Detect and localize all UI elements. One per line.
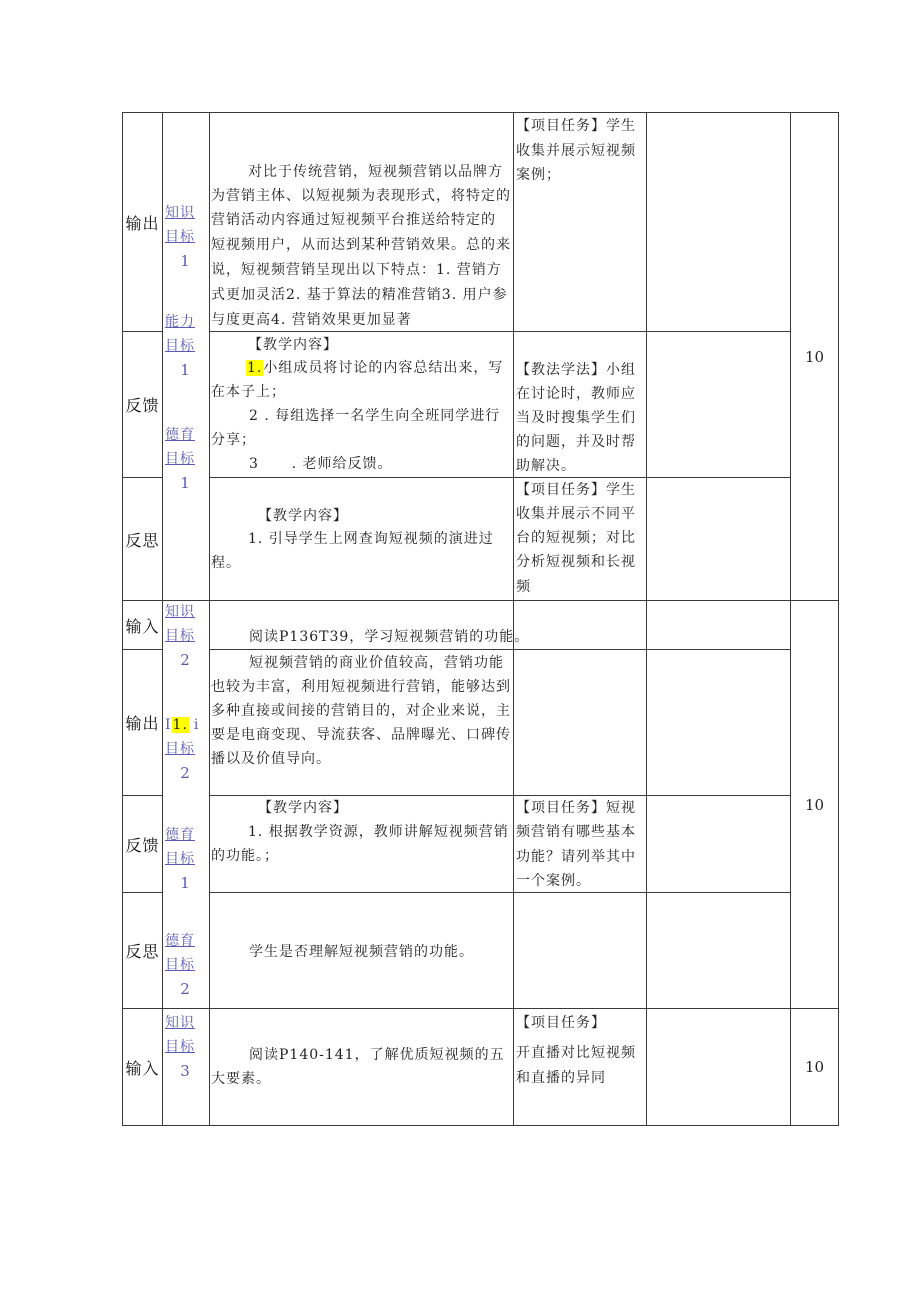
content-line: 要是电商变现、导流获客、品牌曝光、口碑传 (211, 727, 511, 743)
task-line: 案例； (516, 167, 561, 183)
content-line: 式更加灵活2. 基于算法的精准营销3. 用户参 (211, 287, 508, 303)
stage-cell (122, 477, 163, 601)
goal-label: 目标 (165, 451, 195, 467)
goal-number: 2 (180, 764, 191, 782)
goal-label: 目标 (165, 338, 195, 354)
content-line: 说，短视频营销呈现出以下特点：1. 营销方 (211, 262, 502, 278)
stage-label: 输入 (125, 616, 160, 636)
stage-label: 输入 (125, 1058, 160, 1078)
task-line: 助解决。 (516, 458, 576, 474)
content-line: 1. 引导学生上网查询短视频的演进过 (248, 531, 494, 547)
content-line: 学生是否理解短视频营销的功能。 (249, 944, 474, 960)
content-line: 也较为丰富，利用短视频进行营销，能够达到 (211, 679, 511, 695)
goal-number: 2 (180, 980, 191, 998)
task-line: 【项目任务】学生 (516, 482, 636, 498)
stage-cell (122, 892, 163, 1009)
goal-label: 目标 (165, 851, 195, 867)
task-line: 收集并展示不同平 (516, 506, 636, 522)
content-line: 的功能。； (211, 848, 279, 864)
goal-label: 目标 (165, 741, 195, 757)
task-line: 台的短视频；对比 (516, 530, 636, 546)
task-line: 【项目任务】学生 (516, 118, 636, 134)
task-cell (513, 649, 647, 796)
content-line: 短视频营销的商业价值较高，营销功能 (249, 655, 504, 671)
goal-label: 目标 (165, 229, 195, 245)
content-line: 短视频用户，从而达到某种营销效果。总的来 (211, 237, 511, 253)
goal-number: 1 (180, 474, 191, 492)
goal-label: 知识 (165, 604, 195, 620)
content-line: 营销活动内容通过短视频平台推送给特定的 (211, 212, 496, 228)
content-line: 1. 根据教学资源，教师讲解短视频营销 (248, 824, 509, 840)
content-text: 小组成员将讨论的内容总结出来，写 (263, 360, 504, 376)
stage-label: 反思 (125, 530, 160, 550)
task-line: 频 (516, 579, 531, 595)
blank-cell (646, 649, 791, 796)
hours-cell (790, 112, 839, 601)
goal-label: 目标 (165, 957, 195, 973)
stage-label: 输出 (125, 714, 160, 733)
content-line: 分享； (211, 432, 256, 448)
content-line (246, 356, 503, 380)
content-line: 阅读P136T39，学习短视频营销的功能。 (249, 629, 530, 645)
content-line: 3 . 老师给反馈。 (249, 456, 393, 472)
stage-cell (122, 649, 163, 796)
task-line: 【项目任务】短视 (516, 800, 636, 816)
blank-cell (646, 331, 791, 478)
content-line: 播以及价值导向。 (211, 751, 331, 767)
content-line: 多种直接或间接的营销目的，对企业来说，主 (211, 703, 511, 719)
task-line: 功能？请列举其中 (516, 849, 636, 865)
hours-value: 10 (804, 347, 825, 366)
task-line: 一个案例。 (516, 873, 591, 889)
goal-prefix: I (165, 717, 172, 733)
blank-cell (646, 892, 791, 1009)
content-line: 程。 (211, 555, 241, 571)
goal-suffix: i (193, 717, 200, 733)
goal-number: 2 (180, 651, 191, 669)
stage-cell (122, 1008, 163, 1126)
goal-number: 1 (180, 252, 191, 270)
stage-label: 反馈 (125, 396, 160, 415)
hours-cell (790, 1008, 839, 1126)
goal-label: 德育 (165, 933, 195, 949)
content-line: 【教学内容】 (248, 337, 338, 353)
goal-label: 知识 (165, 205, 195, 221)
task-line: 的问题，并及时帮 (516, 434, 636, 450)
blank-cell (646, 600, 791, 650)
goal-label: 能力 (165, 314, 195, 330)
content-line: 2 . 每组选择一名学生向全班同学进行 (249, 408, 501, 424)
task-line: 【项目任务】 (516, 1015, 606, 1031)
hours-value: 10 (804, 795, 825, 814)
content-line: 在本子上； (211, 384, 286, 400)
task-cell (513, 892, 647, 1009)
stage-label: 反馈 (125, 835, 160, 855)
blank-cell (646, 1008, 791, 1126)
task-line: 开直播对比短视频 (516, 1045, 636, 1061)
stage-label: 反思 (125, 942, 160, 961)
blank-cell (646, 795, 791, 893)
task-line: 当及时搜集学生们 (516, 410, 636, 426)
blank-cell (646, 477, 791, 601)
task-line: 在讨论时，教师应 (516, 386, 636, 402)
hours-value: 10 (804, 1058, 825, 1076)
task-line: 【教法学法】小组 (516, 362, 636, 378)
stage-cell (122, 112, 163, 332)
stage-cell (122, 600, 163, 650)
content-line: 阅读P140-141，了解优质短视频的五 (249, 1047, 505, 1063)
goal-number: 1 (180, 874, 191, 892)
content-line: 【教学内容】 (258, 508, 348, 524)
content-line: 对比于传统营销，短视频营销以品牌方 (248, 164, 503, 180)
task-line: 分析短视频和长视 (516, 554, 636, 570)
highlight-mark: 1. (247, 360, 263, 376)
goal-label (165, 713, 199, 737)
goal-number: 1 (180, 361, 191, 379)
stage-label: 输出 (125, 213, 160, 233)
blank-cell (646, 112, 791, 332)
highlight-mark: 1. (172, 717, 188, 733)
goal-label: 德育 (165, 827, 195, 843)
goal-label: 目标 (165, 1039, 195, 1055)
hours-cell (790, 600, 839, 1009)
content-line: 大要素。 (211, 1071, 271, 1087)
content-line: 与度更高4. 营销效果更加显著 (211, 312, 412, 328)
goal-label: 德育 (165, 427, 195, 443)
task-line: 频营销有哪些基本 (516, 824, 636, 840)
content-line: 【教学内容】 (258, 800, 348, 816)
task-line: 收集并展示短视频 (516, 143, 636, 159)
goal-label: 知识 (165, 1015, 195, 1031)
task-cell (513, 600, 647, 650)
goal-label: 目标 (165, 628, 195, 644)
goal-number: 3 (180, 1062, 191, 1080)
content-line: 为营销主体、以短视频为表现形式，将特定的 (211, 188, 511, 204)
task-line: 和直播的异同 (516, 1070, 606, 1086)
stage-cell (122, 331, 163, 478)
stage-cell (122, 795, 163, 893)
